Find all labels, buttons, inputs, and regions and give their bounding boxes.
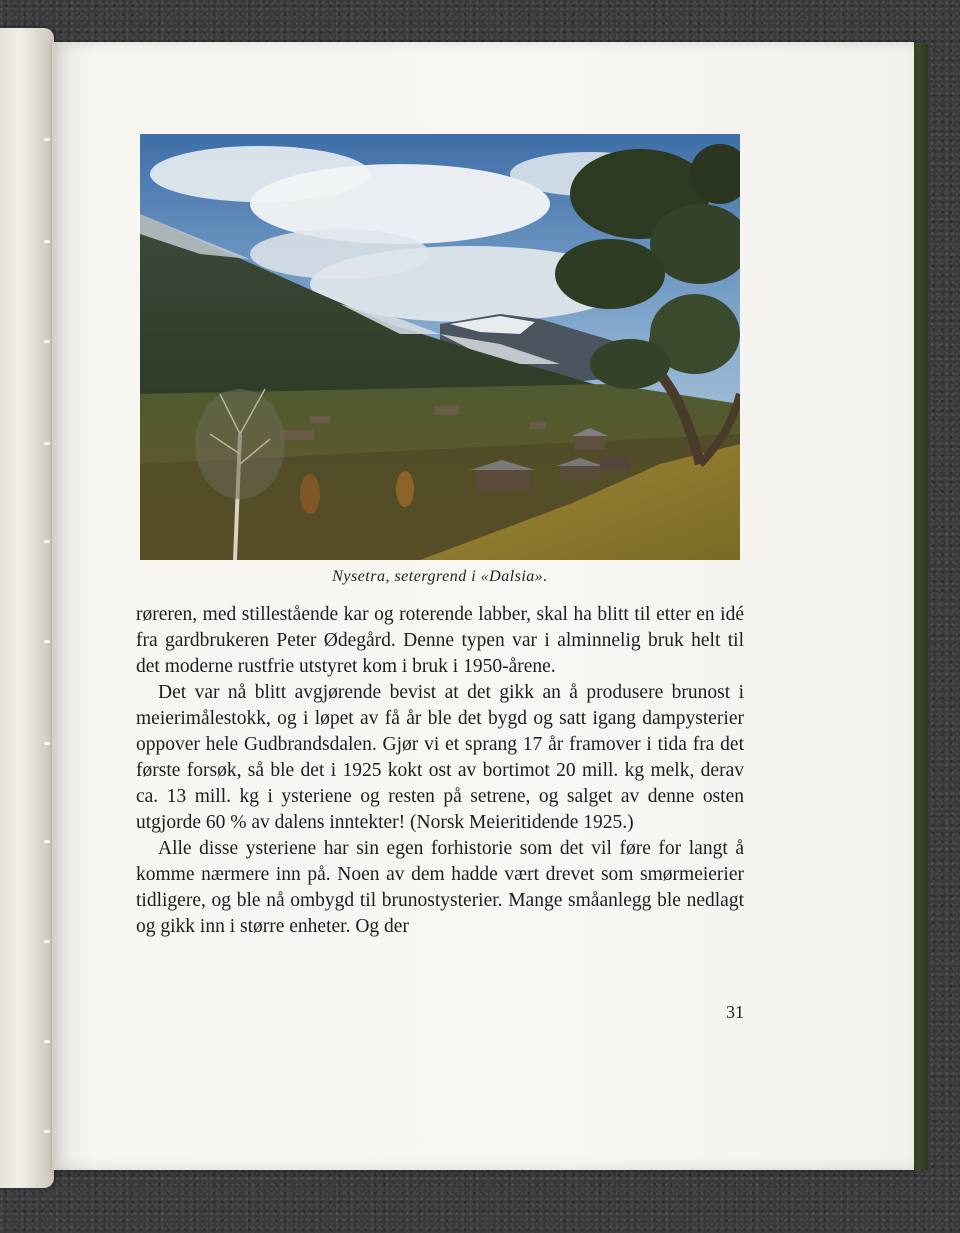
- landscape-photo: [140, 134, 740, 560]
- binding-stitch: [44, 940, 50, 943]
- previous-page-edge: [0, 28, 54, 1188]
- book-page: [52, 42, 914, 1170]
- paragraph-1: røreren, med stillestående kar og roterende labber, skal ha blitt til etter en idé fra gardbrukeren Peter Ødegård. Denne typen var i alminnelig bruk helt til det moderne rustfrie utstyret kom i bruk i 1950-årene.: [136, 604, 744, 677]
- binding-stitch: [44, 840, 50, 843]
- body-text: [136, 602, 744, 940]
- photo-caption: Nysetra, setergrend i «Dalsia».: [332, 568, 548, 585]
- binding-stitch: [44, 340, 50, 343]
- paragraph-3: Alle disse ysteriene har sin egen forhistorie som det vil føre for langt å komme nærmere inn på. Noen av dem hadde vært drevet som smørmeierier tidligere, og ble nå ombygd til brunostysterier. Mange småanlegg ble nedlagt og gikk inn i større enheter. Og der: [136, 838, 744, 937]
- binding-stitch: [44, 742, 50, 745]
- paragraph-2: Det var nå blitt avgjørende bevist at det gikk an å produsere brunost i meierimålestokk, og i løpet av få år ble det bygd og satt igang dampysterier oppover hele Gudbrandsdalen. Gjør vi et sprang 17 år framover i tida fra det første forsøk, så ble det i 1925 kokt ost av bortimot 20 mill. kg melk, derav ca. 13 mill. kg i ysteriene og resten på setrene, og salget av denne osten utgjorde 60 % av dalens inntekter! (Norsk Meieritidende 1925.): [136, 682, 744, 833]
- page-number: 31: [726, 1002, 744, 1022]
- binding-stitch: [44, 1040, 50, 1043]
- binding-stitch: [44, 640, 50, 643]
- binding-stitch: [44, 1130, 50, 1133]
- binding-stitch: [44, 138, 50, 141]
- binding-stitch: [44, 240, 50, 243]
- binding-stitch: [44, 442, 50, 445]
- binding-stitch: [44, 540, 50, 543]
